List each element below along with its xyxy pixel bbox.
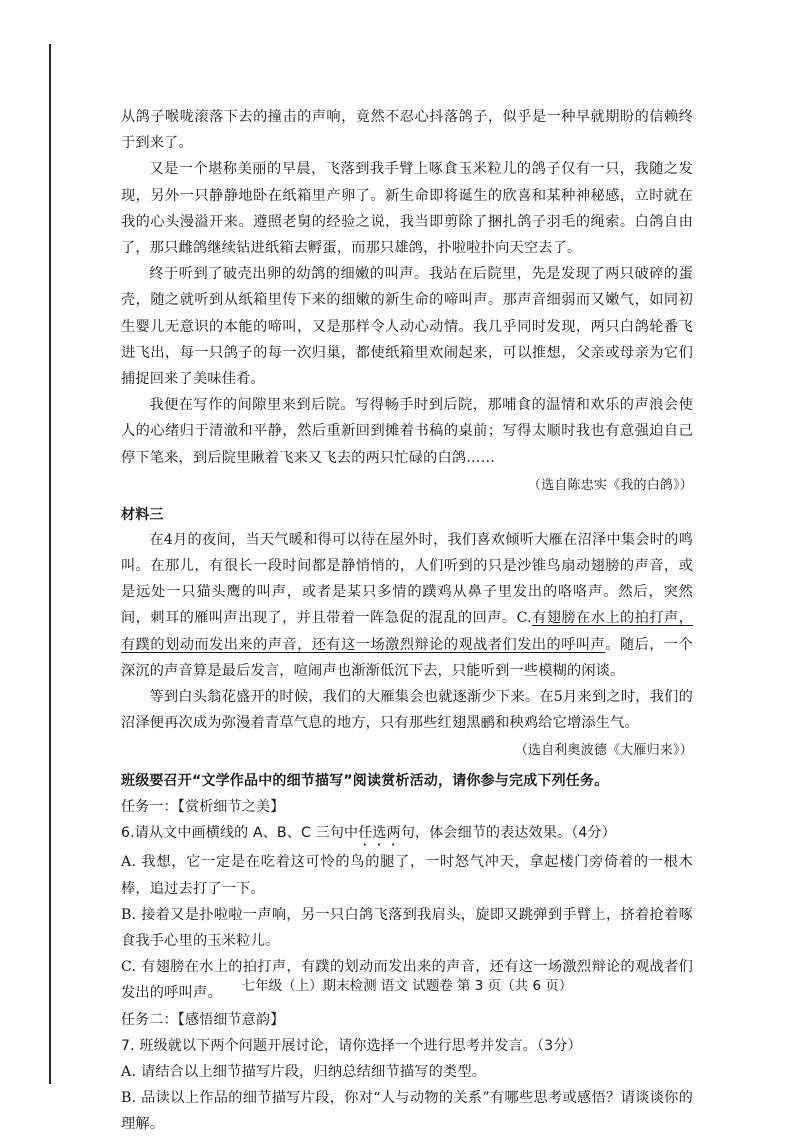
binding-margin-line: [49, 44, 51, 1084]
option-b: B. 接着又是扑啦啦一声响，另一只白鸽飞落到我肩头，旋即又跳弹到手臂上，挤着抢着啄食我手心里的玉米粒儿。: [121, 906, 693, 950]
underlined-sentence-c: 有翅膀在水上的拍打声，有蹼的划动而发出来的声音，还有这一场激烈辩论的观战者们发出的呼叫声: [121, 610, 694, 653]
question-7: 7. 班级就以下两个问题开展讨论，请你选择一个进行思考并发言。（3分）: [121, 1037, 582, 1054]
option-c: C. 有翅膀在水上的拍打声，有蹼的划动而发出来的声音，还有这一场激烈辩论的观战者们发出的呼叫声。: [121, 959, 693, 1002]
passage3-heading: 材料三: [121, 506, 164, 523]
passage2-source: （选自陈忠实《我的白鸽》）: [527, 477, 693, 493]
question-6-emphasis: 任选两: [358, 825, 401, 842]
passage3-p1-text-a: 在4月的夜间，当天气暖和得可以待在屋外时，我们喜欢倾听大雁在沼泽中集会时的鸣叫。在那儿，有很长一段时间都是静悄悄的，人们听到的只是沙锥鸟扇动翅膀的声音，或是远处一只猫头鹰的叫声，或者是某只多情的蹼鸡从鼻子里发出的咯咯声。然后，突然间，刺耳的雁叫声出现了，并且带着一阵急促的混乱的回声。C.: [121, 531, 693, 627]
passage2-paragraph-3: 我便在写作的间隙里来到后院。写得畅手时到后院，那哺食的温情和欢乐的声浪会使人的心绪归于清澈和平静，然后重新回到摊着书稿的桌前；写得太顺时我也有意强迫自己停下笔来，到后院里瞅着飞来又飞去的两只忙碌的白鸽……: [121, 397, 693, 466]
question-6-pre: 6.请从文中画横线的 A、B、C 三句中: [121, 825, 359, 842]
passage3-p1-text-b: 。随后，一个深沉的声音算是最后发言，喧闹声也渐渐低沉下去，只能听到一些模糊的闲谈。: [121, 636, 693, 679]
passage3-paragraph-1: [121, 527, 693, 684]
option-a: A. 我想，它一定是在吃着这可怜的鸟的腿了，一时怒气冲天，拿起楼门旁倚着的一根木棒，追过去打了一下。: [121, 854, 693, 897]
question-6-post: 句，体会细节的表达效果。（4分）: [400, 825, 616, 842]
passage3-paragraph-2: 等到白头翁花盛开的时候，我们的大雁集会也就逐渐少下来。在5月来到之时，我们的沼泽便再次成为弥漫着青草气息的地方，只有那些红翅黑鹂和秧鸡给它增添生气。: [121, 689, 693, 732]
question-6: [121, 820, 693, 849]
task1-title: 任务一：【赏析细节之美】: [121, 799, 285, 816]
task2-title: 任务二：【感悟细节意韵】: [121, 1011, 285, 1028]
discussion-b: B. 品读以上作品的细节描写片段，你对“人与动物的关系”有哪些思考或感悟？请谈谈你的理解。: [121, 1089, 693, 1133]
page-footer: 七年级（上）期末检测 语文 试题卷 第 3 页（共 6 页）: [241, 978, 573, 994]
activity-intro: 班级要召开“文学作品中的细节描写”阅读赏析活动，请你参与完成下列任务。: [121, 773, 609, 790]
passage2-paragraph-2: 终于听到了破壳出卵的幼鸽的细嫩的叫声。我站在后院里，先是发现了两只破碎的蛋壳，随之就听到从纸箱里传下来的细嫩的新生命的啼叫声。那声音细弱而又嫩气，如同初生婴儿无意识的本能的啼叫，又是那样令人动心动情。我几乎同时发现，两只白鸽轮番飞进飞出，每一只鸽子的每一次归巢，都使纸箱里欢闹起来，可以推想，父亲或母亲为它们捕捉回来了美味佳肴。: [121, 266, 693, 388]
passage2-paragraph-1: 又是一个堪称美丽的早晨，飞落到我手臂上啄食玉米粒儿的鸽子仅有一只，我随之发现，另外一只静静地卧在纸箱里产卵了。新生命即将诞生的欣喜和某种神秘感，立时就在我的心头漫溢开来。遵照老舅的经验之说，我当即剪除了捆扎鸽子羽毛的绳索。白鸽自由了，那只雌鸽继续钻进纸箱去孵蛋，而那只雄鸽，扑啦啦扑向天空去了。: [121, 161, 693, 257]
passage3-source: （选自利奥波德《大雁归来》）: [514, 743, 693, 759]
discussion-a: A. 请结合以上细节描写片段，归纳总结细节描写的类型。: [121, 1063, 487, 1080]
passage2-paragraph-0: 从鸽子喉咙滚落下去的撞击的声响，竟然不忍心抖落鸽子，似乎是一种早就期盼的信赖终于到来了。: [121, 109, 693, 152]
